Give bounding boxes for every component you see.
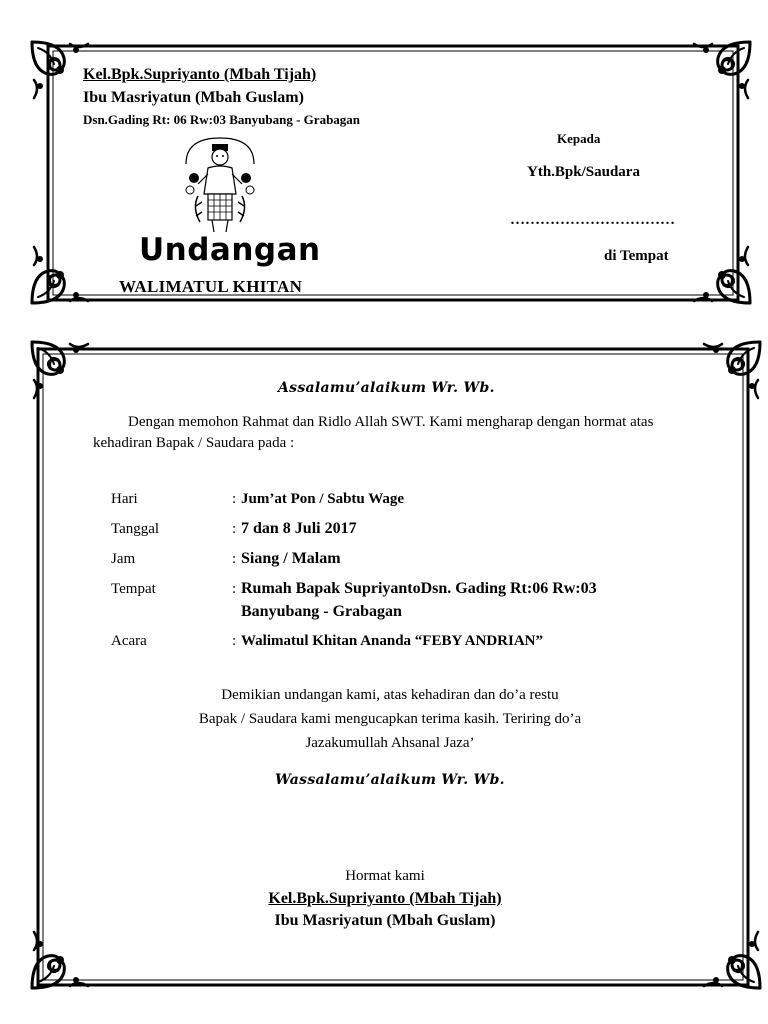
detail-colon: :: [232, 633, 237, 649]
flourish-stroke: [749, 383, 755, 389]
flourish-stroke: [739, 256, 745, 262]
ornamental-corner-flourish-icon: [32, 342, 88, 398]
flourish-stroke: [37, 383, 43, 389]
ornamental-corner-flourish-icon: [704, 932, 760, 988]
detail-value-day: Jum’at Pon / Sabtu Wage: [241, 491, 405, 507]
detail-colon: :: [232, 581, 237, 597]
detail-label-time: Jam: [111, 551, 136, 567]
flourish-stroke: [56, 366, 64, 374]
flourish-stroke: [718, 271, 726, 279]
flourish-stroke: [73, 977, 79, 983]
regards-text: Hormat kami: [345, 868, 425, 884]
ornamental-corner-flourish-icon: [694, 247, 750, 303]
flourish-stroke: [73, 292, 79, 298]
ornamental-corner-flourish-icon: [32, 932, 88, 988]
recipient-name-blank: ……………………………: [510, 212, 675, 228]
closing-line-2: Bapak / Saudara kami mengucapkan terima kasih. Teriring do’a: [198, 711, 582, 727]
signature-name: Kel.Bpk.Supriyanto (Mbah Tijah): [268, 890, 502, 907]
detail-colon: :: [232, 551, 237, 567]
flourish-stroke: [37, 941, 43, 947]
ornamental-corner-flourish-icon: [32, 247, 88, 303]
detail-label-event: Acara: [111, 633, 147, 649]
intro-paragraph: Dengan memohon Rahmat dan Ridlo Allah SWT. Kami mengharap dengan hormat atas kehadiran Bapak / Saudara pada :: [93, 414, 654, 451]
flourish-stroke: [728, 956, 736, 964]
detail-value-time: Siang / Malam: [241, 550, 341, 567]
flourish-stroke: [73, 347, 79, 353]
recipient-to-label: Kepada: [557, 131, 601, 146]
flourish-stroke: [703, 292, 709, 298]
detail-label-place: Tempat: [111, 581, 156, 597]
detail-colon: :: [232, 491, 237, 507]
flourish-stroke: [56, 271, 64, 279]
detail-value-event: Walimatul Khitan Ananda “FEBY ANDRIAN”: [241, 633, 544, 649]
detail-colon: :: [232, 521, 237, 537]
flourish-stroke: [713, 977, 719, 983]
ornamental-corner-flourish-icon: [32, 42, 88, 98]
flourish-stroke: [56, 956, 64, 964]
recipient-greeting: Yth.Bpk/Saudara: [527, 164, 640, 180]
flourish-stroke: [56, 66, 64, 74]
opening-salam: Assalamu’alaikum Wr. Wb.: [278, 380, 495, 396]
event-subtitle: WALIMATUL KHITAN: [119, 277, 303, 296]
flourish-stroke: [37, 256, 43, 262]
closing-salam: Wassalamu’alaikum Wr. Wb.: [275, 772, 505, 788]
sender-address: Dsn.Gading Rt: 06 Rw:03 Banyubang - Grabagan: [83, 112, 361, 127]
detail-value-place: Rumah Bapak SupriyantoDsn. Gading Rt:06 Rw:03: [241, 580, 597, 597]
recipient-place: di Tempat: [604, 248, 669, 264]
closing-line-3: Jazakumullah Ahsanal Jaza’: [305, 735, 475, 751]
flourish-stroke: [73, 47, 79, 53]
flourish-stroke: [739, 83, 745, 89]
detail-value-date: 7 dan 8 Juli 2017: [241, 520, 357, 537]
flourish-stroke: [713, 347, 719, 353]
signature-name-secondary: Ibu Masriyatun (Mbah Guslam): [274, 912, 496, 929]
ornamental-corner-flourish-icon: [694, 42, 750, 98]
closing-line-1: Demikian undangan kami, atas kehadiran dan do’a restu: [221, 687, 559, 703]
sender-name-secondary: Ibu Masriyatun (Mbah Guslam): [83, 89, 304, 106]
flourish-stroke: [749, 941, 755, 947]
ornamental-corner-flourish-icon: [704, 342, 760, 398]
invitation-title: Undangan: [139, 232, 321, 268]
boy-with-peci-illustration-icon: [178, 134, 262, 234]
flourish-stroke: [37, 83, 43, 89]
detail-value-place-line2: Banyubang - Grabagan: [241, 603, 402, 620]
detail-label-date: Tanggal: [111, 521, 160, 537]
sender-name: Kel.Bpk.Supriyanto (Mbah Tijah): [83, 66, 317, 83]
flourish-stroke: [718, 66, 726, 74]
flourish-stroke: [703, 47, 709, 53]
flourish-stroke: [728, 366, 736, 374]
detail-label-day: Hari: [111, 491, 138, 507]
